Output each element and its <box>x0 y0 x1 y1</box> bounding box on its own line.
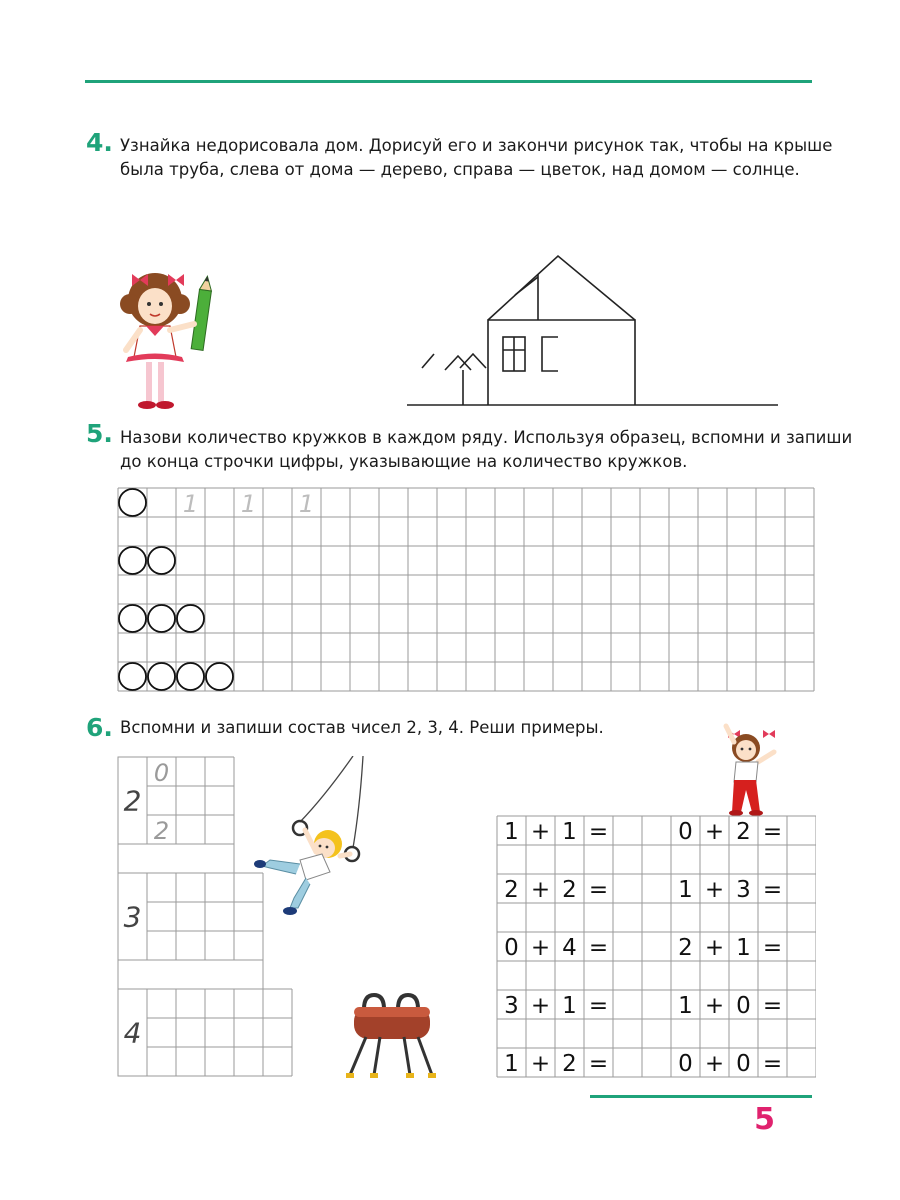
example-right-symbol: + <box>704 819 725 845</box>
task-5-number: 5. <box>86 419 113 448</box>
example-right-symbol: 1 <box>736 935 751 961</box>
example-right-symbol: 2 <box>736 819 751 845</box>
example-right-symbol: = <box>762 935 783 961</box>
sample-circle <box>119 547 146 574</box>
example-left-symbol: 1 <box>504 1051 519 1077</box>
example-right-symbol: 0 <box>736 1051 751 1077</box>
example-left-symbol: + <box>530 877 551 903</box>
composition-number: 3 <box>123 900 142 934</box>
example-left-symbol: = <box>588 993 609 1019</box>
example-left-symbol: + <box>530 993 551 1019</box>
example-right-symbol: 0 <box>678 1051 693 1077</box>
example-right-symbol: + <box>704 877 725 903</box>
example-left-symbol: = <box>588 1051 609 1077</box>
task-4-text <box>120 134 832 182</box>
example-left-symbol: 2 <box>562 1051 577 1077</box>
task-5-line-2: до конца строчки цифры, указывающие на количество кружков. <box>120 452 688 471</box>
sample-circle <box>119 663 146 690</box>
example-left-symbol: = <box>588 935 609 961</box>
example-right-symbol: 1 <box>678 993 693 1019</box>
girl-with-pencil-illustration <box>110 262 220 417</box>
sample-circle <box>119 605 146 632</box>
task-6-number: 6. <box>86 713 113 742</box>
task-4-line-1: Узнайка недорисовала дом. Дорисуй его и закончи рисунок так, чтобы на крыше <box>120 136 833 155</box>
example-left-symbol: 2 <box>562 877 577 903</box>
girl-exercising-illustration <box>708 722 793 817</box>
unfinished-house-drawing <box>400 250 790 410</box>
example-right-symbol: = <box>762 993 783 1019</box>
page-number: 5 <box>754 1102 775 1137</box>
sample-circle <box>148 547 175 574</box>
task-5-line-1: Назови количество кружков в каждом ряду. Используя образец, вспомни и запиши <box>120 428 853 447</box>
sample-digit: 1 <box>298 490 315 518</box>
boy-on-rings-illustration <box>250 756 375 916</box>
example-right-symbol: 1 <box>678 877 693 903</box>
task-5-text <box>120 426 852 474</box>
example-right-symbol: 2 <box>678 935 693 961</box>
examples-grid[interactable] <box>496 815 816 1079</box>
example-right-symbol: 0 <box>736 993 751 1019</box>
task-6-line-1: Вспомни и запиши состав чисел 2, 3, 4. Реши примеры. <box>120 718 604 737</box>
composition-block-4 <box>118 989 292 1076</box>
example-left-symbol: = <box>588 819 609 845</box>
sample-circle <box>206 663 233 690</box>
grid-lines <box>118 488 814 691</box>
example-left-symbol: + <box>530 935 551 961</box>
composition-part: 2 <box>153 817 170 845</box>
sample-circle <box>148 663 175 690</box>
sample-circle <box>177 605 204 632</box>
example-left-symbol: 3 <box>504 993 519 1019</box>
sample-circle <box>119 489 146 516</box>
example-left-symbol: 1 <box>504 819 519 845</box>
example-right-symbol: 3 <box>736 877 751 903</box>
task-4-number: 4. <box>86 128 113 157</box>
sample-circle <box>148 605 175 632</box>
top-rule <box>85 80 812 83</box>
example-right-symbol: 0 <box>678 819 693 845</box>
example-right-symbol: = <box>762 877 783 903</box>
composition-number: 4 <box>123 1016 142 1050</box>
example-left-symbol: + <box>530 819 551 845</box>
example-left-symbol: + <box>530 1051 551 1077</box>
example-left-symbol: 1 <box>562 993 577 1019</box>
sample-digit: 1 <box>240 490 257 518</box>
example-right-symbol: = <box>762 1051 783 1077</box>
sample-circle <box>177 663 204 690</box>
circles-writing-grid[interactable] <box>117 487 815 693</box>
composition-number: 2 <box>123 784 142 818</box>
example-right-symbol: + <box>704 993 725 1019</box>
example-right-symbol: + <box>704 1051 725 1077</box>
pommel-horse-illustration <box>340 993 440 1083</box>
example-right-symbol: = <box>762 819 783 845</box>
sample-digit: 1 <box>182 490 199 518</box>
task-4-line-2: была труба, слева от дома — дерево, справа — цветок, над домом — солнце. <box>120 160 800 179</box>
example-right-symbol: + <box>704 935 725 961</box>
example-left-symbol: = <box>588 877 609 903</box>
example-left-symbol: 4 <box>562 935 577 961</box>
example-left-symbol: 1 <box>562 819 577 845</box>
composition-part: 0 <box>153 759 170 787</box>
example-left-symbol: 2 <box>504 877 519 903</box>
example-left-symbol: 0 <box>504 935 519 961</box>
task-6-text <box>120 716 604 740</box>
bottom-rule <box>590 1095 812 1098</box>
